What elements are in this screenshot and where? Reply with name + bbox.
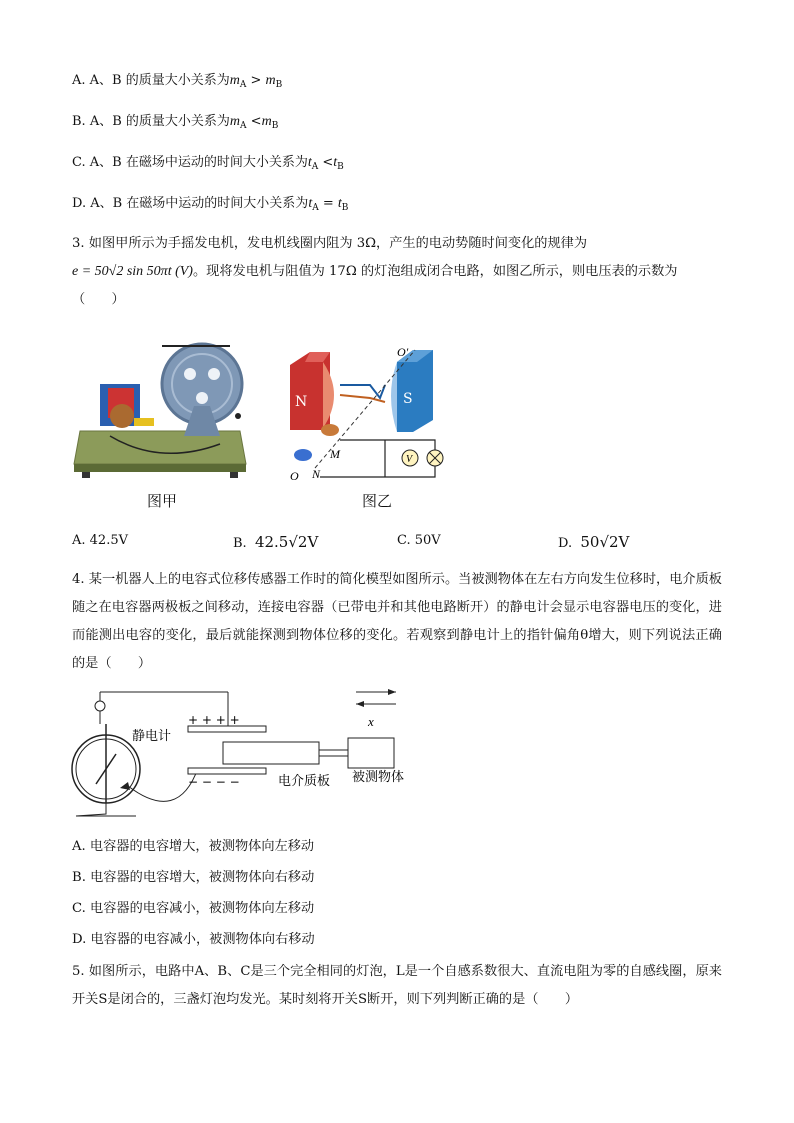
dielectric-label: 电介质板 xyxy=(278,774,331,789)
displacement-x-label: x xyxy=(368,714,374,729)
option-2c: C. A、B 在磁场中运动的时间大小关系为$t_A <t_B$ xyxy=(72,155,344,172)
option-4a: A. 电容器的电容增大，被测物体向左移动 xyxy=(72,839,315,854)
brush-n-label: N xyxy=(312,467,321,481)
question-3-line2: e = 50√2 sin 50πt (V)。现将发电机与阻值为 17Ω 的灯泡组成闭合电路，如图乙所示，则电压表的示数为 xyxy=(72,264,678,279)
option-4b: B. 电容器的电容增大，被测物体向右移动 xyxy=(72,870,315,885)
option-2d: D. A、B 在磁场中运动的时间大小关系为$t_A = t_B$ xyxy=(72,196,349,213)
emf-formula: e = 50√2 sin 50πt (V) xyxy=(72,264,193,279)
option-3d: D. 50√2V xyxy=(558,533,630,551)
question-4: 4. 某一机器人上的电容式位移传感器工作时的简化模型如图所示。当被测物体在左右方向发生位移时，电介质板随之在电容器两极板之间移动，连接电容器（已带电并和其他电路断开）的静电计会显示电容器电压的变化，进而能测出电容的变化，最后就能探测到物体位移的变化。若观察到静电计上的指针偏角θ增大，则下列说法正确的是（ ） xyxy=(72,572,722,671)
option-4c: C. 电容器的电容减小，被测物体向左移动 xyxy=(72,901,315,916)
option-3c: C. 50V xyxy=(397,533,441,548)
brush-m-label: M xyxy=(330,447,340,461)
figure-hand-generator xyxy=(70,336,250,486)
figure-2-caption: 图乙 xyxy=(362,492,393,510)
minus-charges: − − − − xyxy=(188,775,240,789)
question-3-line3: （ ） xyxy=(72,292,125,307)
option-2b: B. A、B 的质量大小关系为$m_A <m_B$ xyxy=(72,114,279,131)
option-2a: A. A、B 的质量大小关系为$m_A > m_B$ xyxy=(72,73,283,90)
option-3a: A. 42.5V xyxy=(72,533,128,548)
question-5: 5. 如图所示，电路中A、B、C是三个完全相同的灯泡，L是一个自感系数很大、直流电阻为零的自感线圈，原来开关S是闭合的，三盏灯泡均发光。某时刻将开关S断开，则下列判断正确的是（ ） xyxy=(72,964,722,1007)
question-3-line1: 3. 如图甲所示为手摇发电机，发电机线圈内阻为 3Ω，产生的电动势随时间变化的规律为 xyxy=(72,236,588,251)
voltmeter-label: V xyxy=(406,454,413,465)
magnet-n-label: N xyxy=(295,394,308,410)
option-3b: B. 42.5√2V xyxy=(233,533,319,551)
option-4d: D. 电容器的电容减小，被测物体向右移动 xyxy=(72,932,315,947)
figure-capacitive-sensor xyxy=(68,684,428,824)
question-3 xyxy=(72,230,722,314)
magnet-s-label: S xyxy=(403,391,413,407)
electrometer-label: 静电计 xyxy=(132,729,172,744)
figure-generator-schematic xyxy=(285,340,455,485)
plus-charges: + + + + xyxy=(188,713,240,727)
axis-o-label: O xyxy=(290,469,299,483)
axis-o-prime-label: O′ xyxy=(397,345,409,359)
object-label: 被测物体 xyxy=(352,770,405,785)
figure-1-caption: 图甲 xyxy=(147,492,178,510)
